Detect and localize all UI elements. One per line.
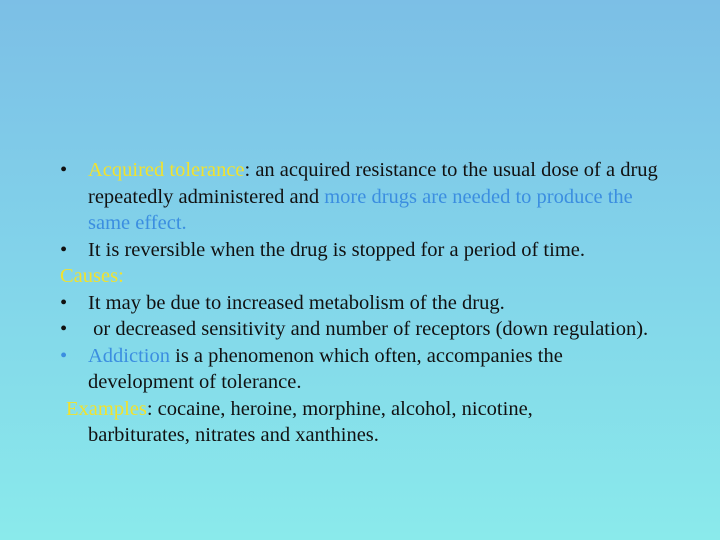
bullet-marker: • <box>60 291 68 314</box>
causes-heading: Causes: <box>60 265 124 287</box>
examples-row <box>60 396 660 449</box>
addiction-text: is a phenomenon which often, accompanies the development of tolerance. <box>88 344 563 393</box>
definition-highlight: more drugs are needed to produce the same effect. <box>88 185 633 234</box>
examples-list: : cocaine, heroine, morphine, alcohol, nicotine, <box>146 397 533 420</box>
reversible-text: It is reversible when the drug is stopped for a period of time. <box>88 238 585 261</box>
causes-heading-row <box>60 263 660 290</box>
bullet-addiction <box>60 343 660 396</box>
receptors-text: or decreased sensitivity and number of receptors (down regulation). <box>88 318 649 340</box>
bullet-marker: • <box>60 318 68 340</box>
bullet-acquired-tolerance <box>60 157 660 237</box>
bullet-marker: • <box>60 159 68 181</box>
metabolism-text: It may be due to increased metabolism of the drug. <box>88 291 505 314</box>
examples-list-continued: barbiturates, nitrates and xanthines. <box>88 424 379 446</box>
bullet-reversible <box>60 237 660 264</box>
bullet-marker: • <box>60 344 68 367</box>
examples-label: Examples <box>66 397 147 420</box>
term-addiction: Addiction <box>88 344 170 367</box>
bullet-marker: • <box>60 238 68 261</box>
bullet-metabolism <box>60 290 660 317</box>
term-acquired-tolerance: Acquired tolerance <box>88 159 245 181</box>
definition-text: : an acquired resistance to the usual dose of a drug repeatedly administered and <box>88 159 658 208</box>
bullet-receptors <box>60 316 660 343</box>
slide-body <box>60 157 660 449</box>
